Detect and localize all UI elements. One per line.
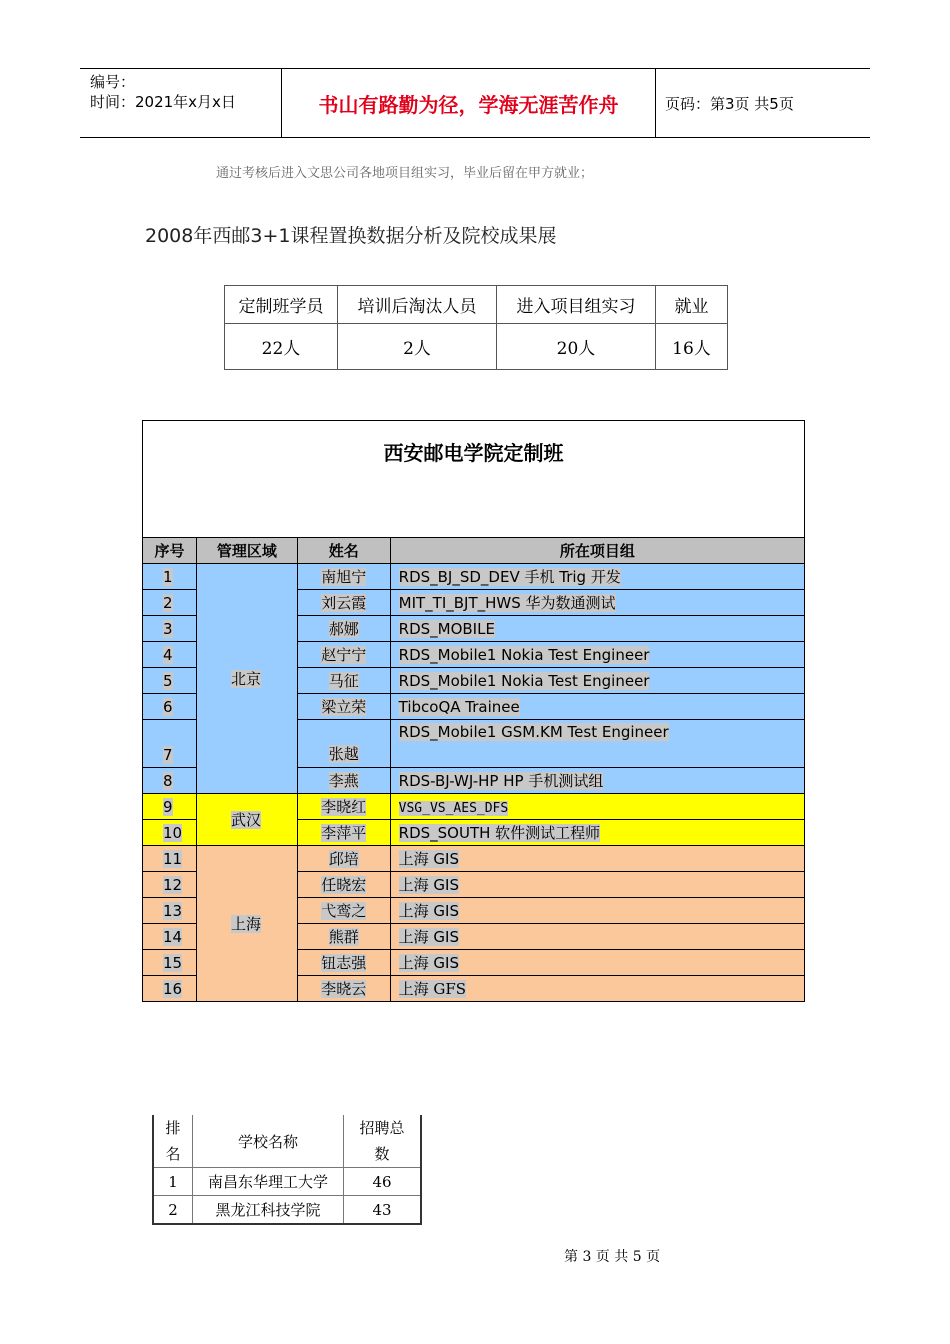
row-number: 14: [143, 924, 197, 950]
row-number: 6: [143, 694, 197, 720]
school-cell: 南昌东华理工大学: [193, 1168, 344, 1196]
project-group: 上海 GIS: [390, 898, 804, 924]
project-group: RDS-BJ-WJ-HP HP 手机测试组: [390, 768, 804, 794]
project-group: TibcoQA Trainee: [390, 694, 804, 720]
row-number: 3: [143, 616, 197, 642]
header-meta: [80, 69, 281, 137]
person-name: 刘云霞: [297, 590, 390, 616]
table-row: [143, 794, 805, 820]
section-title: 2008年西邮3+1课程置换数据分析及院校成果展: [145, 225, 557, 247]
project-group: 上海 GIS: [390, 950, 804, 976]
row-number: 4: [143, 642, 197, 668]
table-row: [143, 564, 805, 590]
count-cell: 46: [344, 1168, 422, 1196]
count-cell: 43: [344, 1196, 422, 1225]
table-row: [143, 846, 805, 872]
stats-table: [224, 285, 728, 370]
row-number: 11: [143, 846, 197, 872]
project-group: VSG_VS_AES_DFS: [390, 794, 804, 820]
person-name: 弋鸾之: [297, 898, 390, 924]
stats-header-cell: 定制班学员: [225, 286, 338, 324]
row-number: 10: [143, 820, 197, 846]
class-table-header: [143, 538, 805, 564]
column-header: 所在项目组: [390, 538, 804, 564]
person-name: 张越: [297, 720, 390, 768]
column-header: 序号: [143, 538, 197, 564]
person-name: 赵宁宁: [297, 642, 390, 668]
stats-value-cell: 22人: [225, 324, 338, 370]
project-group: 上海 GIS: [390, 846, 804, 872]
school-cell: 黑龙江科技学院: [193, 1196, 344, 1225]
row-number: 1: [143, 564, 197, 590]
project-group: RDS_Mobile1 Nokia Test Engineer: [390, 668, 804, 694]
stats-value-row: [225, 324, 728, 370]
person-name: 李萍平: [297, 820, 390, 846]
class-table: [142, 420, 805, 1002]
stats-value-cell: 16人: [656, 324, 728, 370]
person-name: 任晓宏: [297, 872, 390, 898]
person-name: 钮志强: [297, 950, 390, 976]
project-group: RDS_SOUTH 软件测试工程师: [390, 820, 804, 846]
person-name: 南旭宁: [297, 564, 390, 590]
row-number: 12: [143, 872, 197, 898]
person-name: 李晓云: [297, 976, 390, 1002]
intro-text: 通过考核后进入文思公司各地项目组实习，毕业后留在甲方就业；: [216, 166, 594, 181]
project-group: MIT_TI_BJT_HWS 华为数通测试: [390, 590, 804, 616]
row-number: 8: [143, 768, 197, 794]
stats-header-row: [225, 286, 728, 324]
row-number: 13: [143, 898, 197, 924]
person-name: 郝娜: [297, 616, 390, 642]
class-table-title: 西安邮电学院定制班: [143, 421, 805, 538]
time-label: 时间：2021年x月x日: [90, 93, 236, 111]
person-name: 熊群: [297, 924, 390, 950]
project-group: 上海 GIS: [390, 872, 804, 898]
person-name: 李晓红: [297, 794, 390, 820]
row-number: 7: [143, 720, 197, 768]
count-header: 招聘总数: [344, 1115, 422, 1168]
document-header: [80, 68, 870, 138]
number-label: 编号：: [90, 73, 136, 91]
row-number: 9: [143, 794, 197, 820]
stats-value-cell: 2人: [338, 324, 497, 370]
rank-cell: 2: [153, 1196, 193, 1225]
project-group: RDS_Mobile1 GSM.KM Test Engineer: [390, 720, 804, 768]
table-row: [153, 1168, 421, 1196]
project-group: RDS_BJ_SD_DEV 手机 Trig 开发: [390, 564, 804, 590]
header-page-info: 页码：第3页 共5页: [665, 94, 794, 113]
region-cell: 北京: [196, 564, 297, 794]
row-number: 15: [143, 950, 197, 976]
school-header: 学校名称: [193, 1115, 344, 1168]
row-number: 16: [143, 976, 197, 1002]
row-number: 2: [143, 590, 197, 616]
person-name: 梁立荣: [297, 694, 390, 720]
page-footer: 第 3 页 共 5 页: [564, 1249, 661, 1265]
person-name: 邱培: [297, 846, 390, 872]
project-group: 上海 GFS: [390, 976, 804, 1002]
region-cell: 上海: [196, 846, 297, 1002]
project-group: 上海 GIS: [390, 924, 804, 950]
stats-header-cell: 进入项目组实习: [497, 286, 656, 324]
ranking-header-row: [153, 1115, 421, 1168]
stats-value-cell: 20人: [497, 324, 656, 370]
table-row: [153, 1196, 421, 1225]
person-name: 李燕: [297, 768, 390, 794]
stats-header-cell: 就业: [656, 286, 728, 324]
ranking-table: [152, 1115, 422, 1225]
person-name: 马征: [297, 668, 390, 694]
rank-header: 排名: [153, 1115, 193, 1168]
rank-cell: 1: [153, 1168, 193, 1196]
project-group: RDS_Mobile1 Nokia Test Engineer: [390, 642, 804, 668]
row-number: 5: [143, 668, 197, 694]
column-header: 管理区域: [196, 538, 297, 564]
project-group: RDS_MOBILE: [390, 616, 804, 642]
stats-header-cell: 培训后淘汰人员: [338, 286, 497, 324]
column-header: 姓名: [297, 538, 390, 564]
header-motto: 书山有路勤为径，学海无涯苦作舟: [281, 69, 656, 137]
region-cell: 武汉: [196, 794, 297, 846]
